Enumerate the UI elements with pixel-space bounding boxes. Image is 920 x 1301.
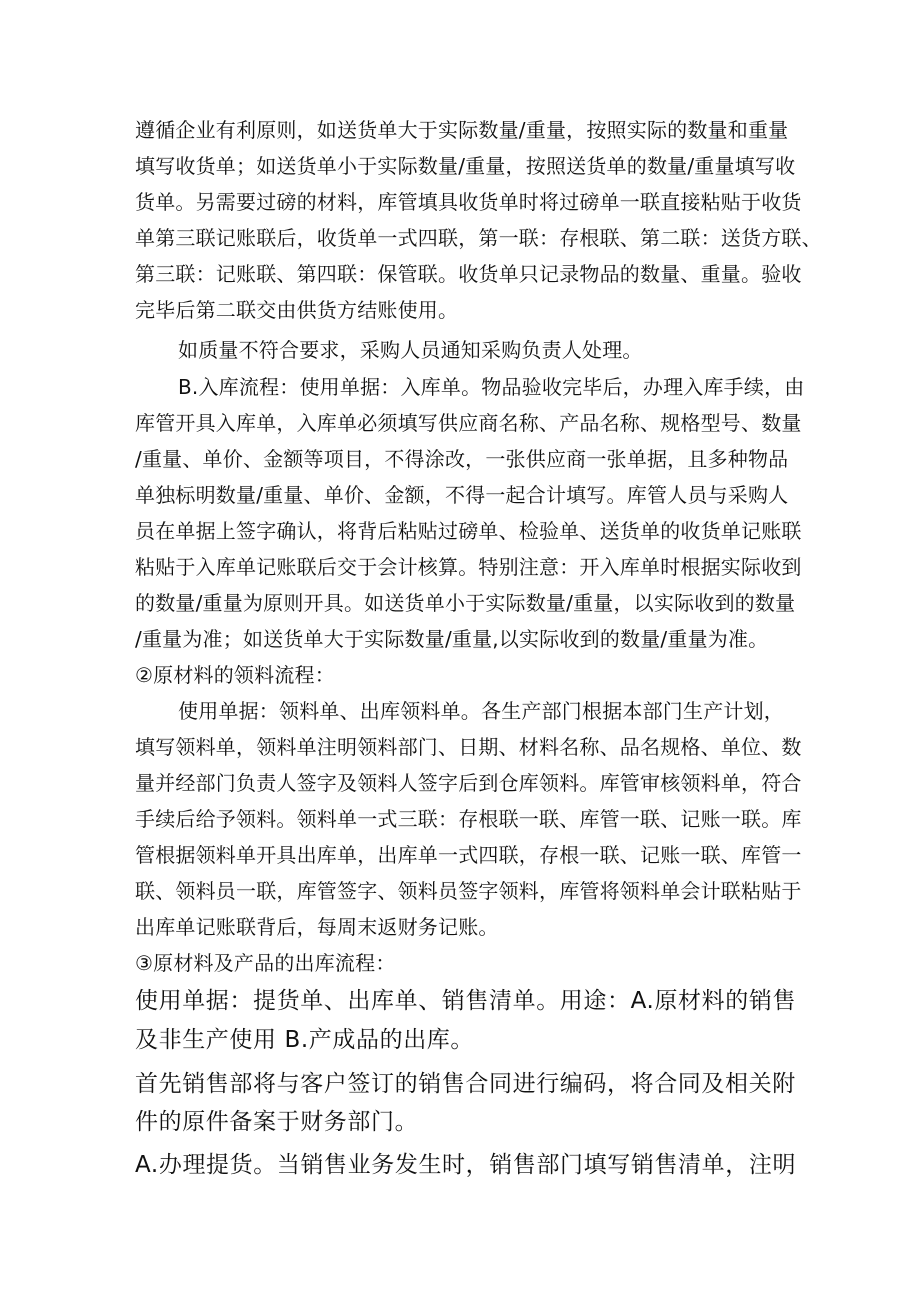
text-line: 及非生产使用 B.产成品的出库。 — [135, 1027, 475, 1053]
text-line: 管根据领料单开具出库单，出库单一式四联，存根一联、记账一联、库管一 — [135, 843, 802, 867]
text-line: 首先销售部将与客户签订的销售合同进行编码，将合同及相关附 — [135, 1071, 796, 1097]
text-line: 使用单据：领料单、出库领料单。各生产部门根据本部门生产计划， — [178, 699, 784, 723]
text-line: A.办理提货。当销售业务发生时，销售部门填写销售清单，注明 — [135, 1152, 797, 1178]
text-line: 第三联：记账联、第四联：保管联。收货单只记录物品的数量、重量。验收 — [135, 262, 802, 286]
text-line: 员在单据上签字确认，将背后粘贴过磅单、检验单、送货单的收货单记账联 — [135, 519, 802, 543]
text-line: 如质量不符合要求，采购人员通知采购负责人处理。 — [178, 338, 643, 362]
text-line: 的数量/重量为原则开具。如送货单小于实际数量/重量，以实际收到的数量 — [135, 591, 796, 615]
text-line: /重量为准；如送货单大于实际数量/重量,以实际收到的数量/重量为准。 — [135, 627, 769, 651]
text-line: 手续后给予领料。领料单一式三联：存根联一联、库管一联、记账一联。库 — [135, 807, 802, 831]
text-line: 量并经部门负责人签字及领料人签字后到仓库领料。库管审核领料单，符合 — [135, 771, 802, 795]
text-line: B.入库流程：使用单据：入库单。物品验收完毕后，办理入库手续，由 — [178, 375, 805, 399]
text-line: 出库单记账联背后，每周末返财务记账。 — [135, 915, 499, 939]
text-line: 件的原件备案于财务部门。 — [135, 1109, 419, 1135]
text-line: 联、领料员一联，库管签字、领料员签字领料，库管将领料单会计联粘贴于 — [135, 879, 802, 903]
text-line: 库管开具入库单，入库单必须填写供应商名称、产品名称、规格型号、数量 — [135, 411, 802, 435]
text-line: 单第三联记账联后，收货单一式四联，第一联：存根联、第二联：送货方联、 — [135, 226, 822, 250]
text-line: /重量、单价、金额等项目，不得涂改，一张供应商一张单据，且多种物品 — [135, 447, 789, 471]
text-line: 单独标明数量/重量、单价、金额，不得一起合计填写。库管人员与采购人 — [135, 483, 789, 507]
text-line: 完毕后第二联交由供货方结账使用。 — [135, 298, 459, 322]
text-line: 遵循企业有利原则，如送货单大于实际数量/重量，按照实际的数量和重量 — [135, 118, 789, 142]
text-line: 货单。另需要过磅的材料，库管填具收货单时将过磅单一联直接粘贴于收货 — [135, 190, 802, 214]
text-line: 使用单据：提货单、出库单、销售清单。用途：A.原材料的销售 — [135, 988, 797, 1014]
section-heading: ②原材料的领料流程： — [135, 663, 335, 687]
text-line: 填写领料单，领料单注明领料部门、日期、材料名称、品名规格、单位、数 — [135, 735, 802, 759]
section-heading: ③原材料及产品的出库流程： — [135, 951, 396, 975]
text-line: 粘贴于入库单记账联后交于会计核算。特别注意：开入库单时根据实际收到 — [135, 555, 802, 579]
text-line: 填写收货单；如送货单小于实际数量/重量，按照送货单的数量/重量填写收 — [135, 154, 796, 178]
